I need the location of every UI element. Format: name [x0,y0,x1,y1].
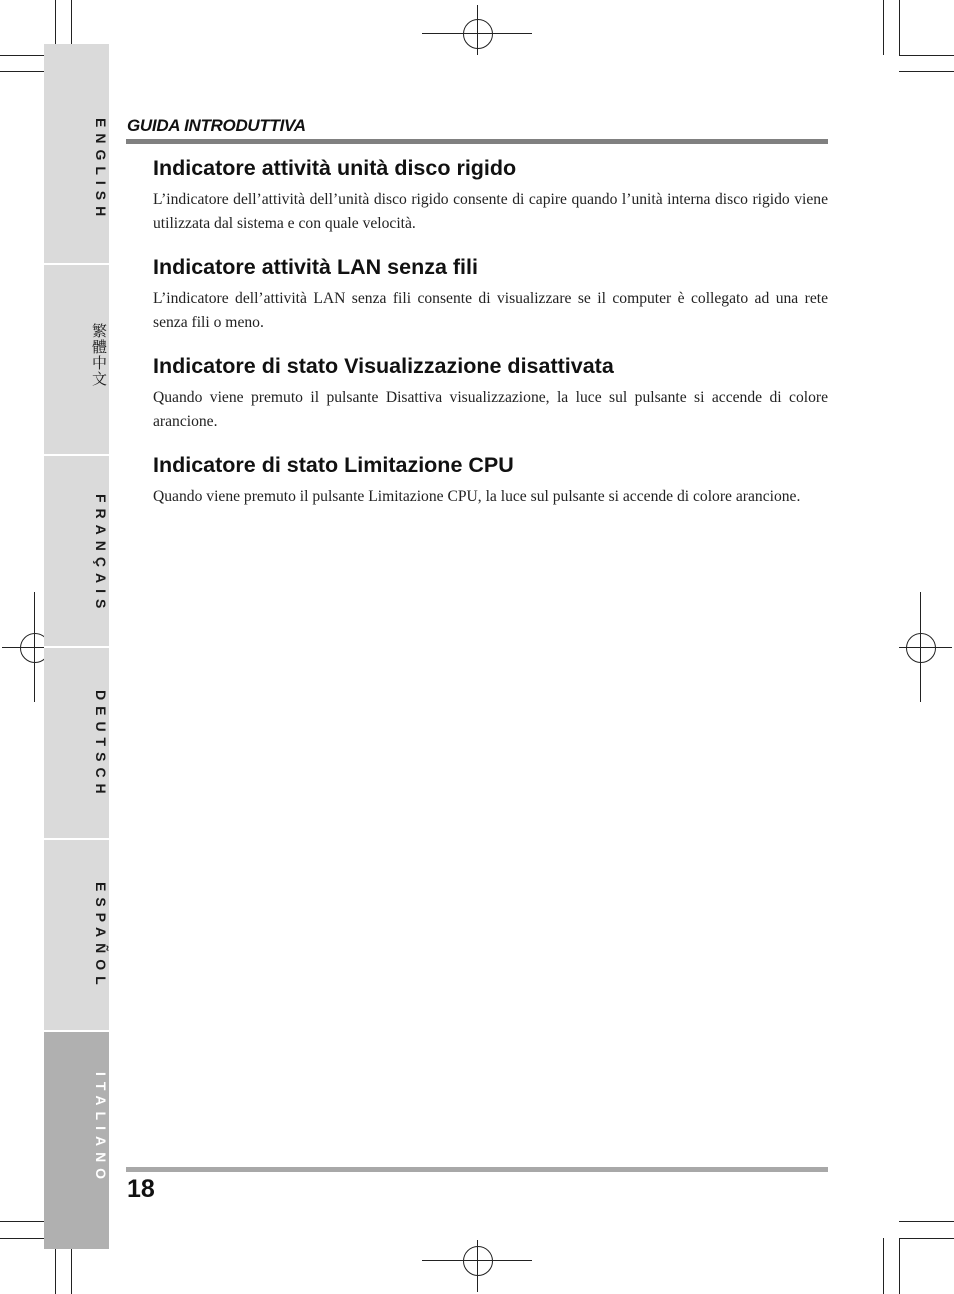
page-content [153,150,828,523]
tab-francais-label: FRANÇAIS [93,494,109,615]
tab-francais[interactable] [44,456,109,648]
paragraph-hdd-activity: L’indicatore dell’attività dell’unità disco rigido consente di capire quando l’unità interna disco rigido viene utilizzata dal sistema e con quale velocità. [153,191,828,232]
paragraph-display-off-status: Quando viene premuto il pulsante Disattiva visualizzazione, la luce sul pulsante si accende di colore arancione. [153,389,828,430]
heading-cpu-limit-status: Indicatore di stato Limitazione CPU [153,453,514,477]
paragraph-wireless-lan-activity: L’indicatore dell’attività LAN senza fili consente di visualizzare se il computer è collegato ad una rete senza fili o meno. [153,290,828,331]
tab-espanol[interactable] [44,840,109,1032]
heading-wireless-lan-activity: Indicatore attività LAN senza fili [153,255,478,279]
tab-deutsch-label: DEUTSCH [93,690,109,800]
tab-english-label: ENGLISH [93,118,109,223]
tab-traditional-chinese-label: 繁體中文 [90,323,107,387]
header-rule [126,139,828,144]
tab-traditional-chinese[interactable] [44,265,109,456]
tab-deutsch[interactable] [44,648,109,840]
language-tab-strip [44,44,109,1249]
heading-hdd-activity: Indicatore attività unità disco rigido [153,156,517,180]
section-title: GUIDA INTRODUTTIVA [127,116,306,135]
tab-english[interactable] [44,44,109,265]
heading-display-off-status: Indicatore di stato Visualizzazione disattivata [153,354,614,378]
footer-rule [126,1167,828,1172]
page-number: 18 [127,1175,155,1203]
tab-espanol-label: ESPAÑOL [93,882,109,991]
tab-italiano[interactable] [44,1032,109,1249]
paragraph-cpu-limit-status: Quando viene premuto il pulsante Limitazione CPU, la luce sul pulsante si accende di colore arancione. [153,488,801,505]
tab-italiano-label: ITALIANO [93,1072,109,1186]
